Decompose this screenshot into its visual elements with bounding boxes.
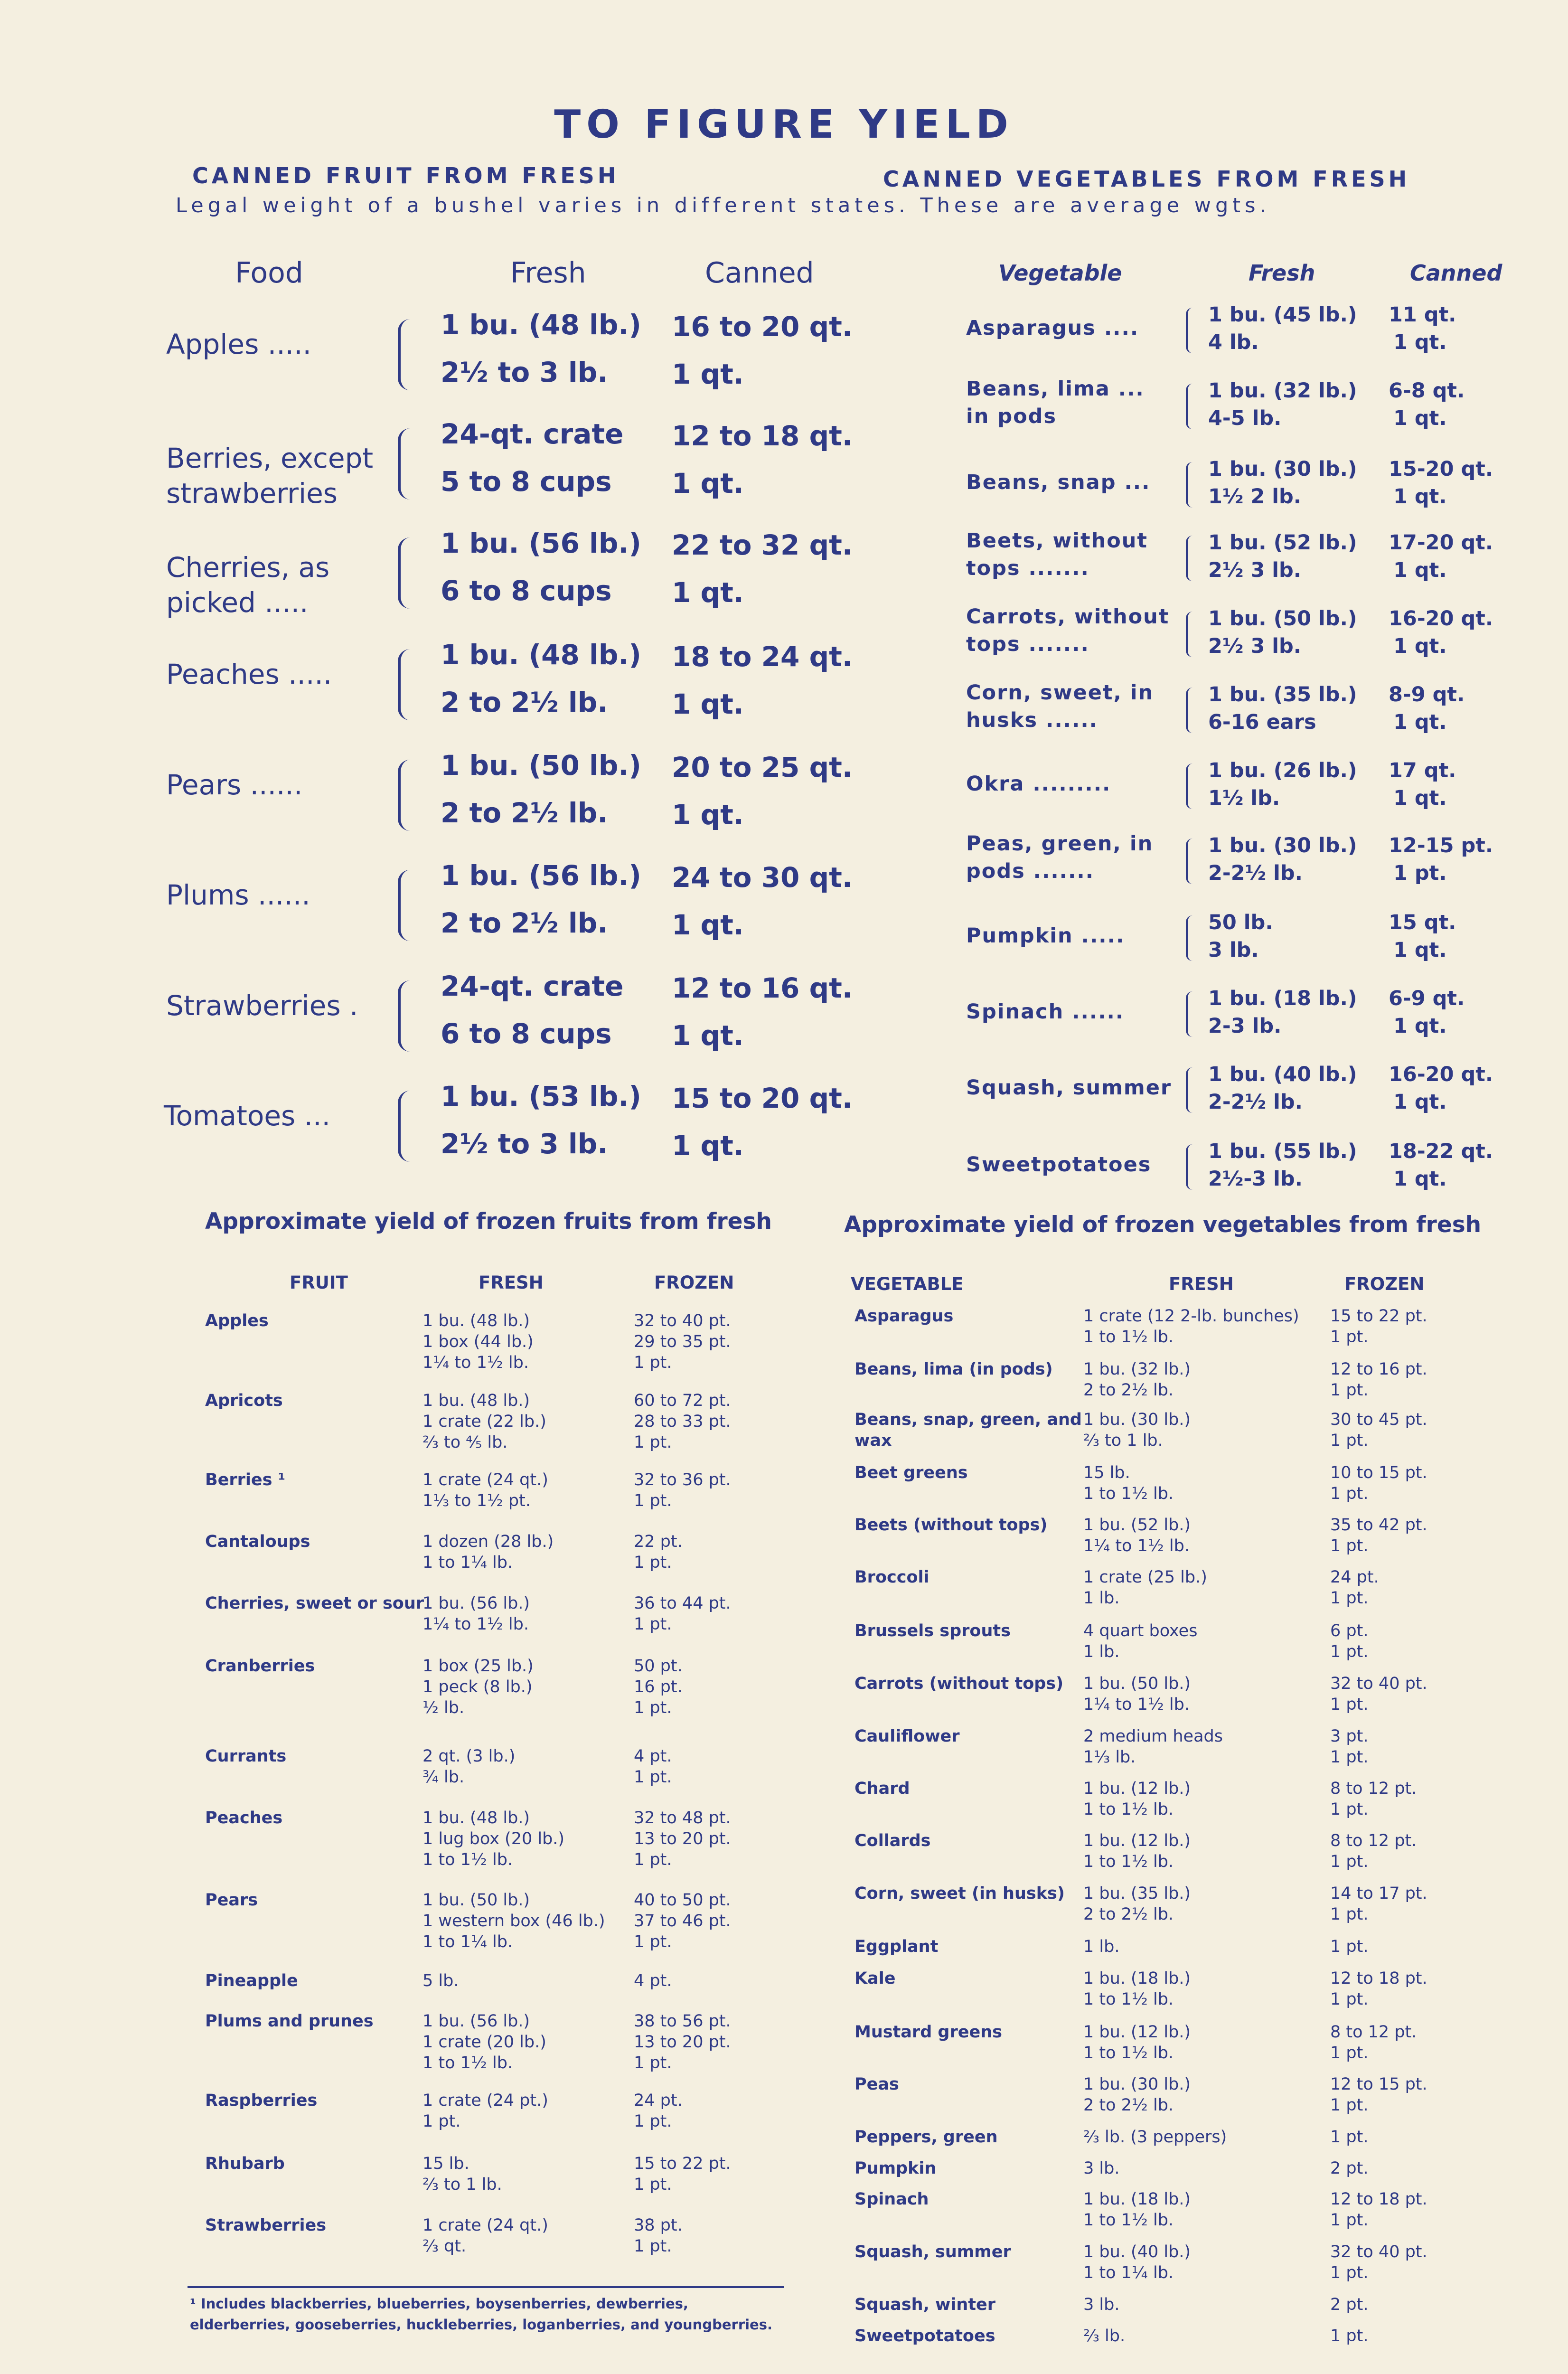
fresh-amount: 15 lb. 1 to 1½ lb. xyxy=(1083,1463,1174,1503)
fresh-amount: 4 quart boxes 1 lb. xyxy=(1083,1621,1198,1661)
fresh-amount: 1 bu. (52 lb.) 1¼ to 1½ lb. xyxy=(1083,1516,1191,1555)
table-row xyxy=(0,458,1568,534)
frozen-yield: 10 to 15 pt. 1 pt. xyxy=(1330,1463,1427,1503)
fresh-amount: 1 bu. (56 lb.) xyxy=(441,859,641,892)
fresh-amount: 1 bu. (30 lb.) xyxy=(1208,834,1357,857)
item-name: Raspberries xyxy=(205,2091,318,2110)
canned-fruit-heading: CANNED FRUIT FROM FRESH xyxy=(192,163,620,188)
frozen-yield: 8 to 12 pt. 1 pt. xyxy=(1330,1831,1417,1871)
frozen-veg-header-fresh: FRESH xyxy=(1169,1274,1234,1294)
item-name: Collards xyxy=(854,1831,931,1850)
table-row xyxy=(0,529,1568,608)
canned-small-yield: 1 qt. xyxy=(1393,406,1447,430)
canned-small-yield: 1 qt. xyxy=(672,1130,744,1162)
item-name: Sweetpotatoes xyxy=(854,2327,995,2346)
item-name: Beans, lima (in pods) xyxy=(854,1360,1053,1379)
frozen-fruits-header-fresh: FRESH xyxy=(479,1272,544,1293)
frozen-yield: 12 to 18 pt. 1 pt. xyxy=(1330,1969,1427,2009)
brace xyxy=(1186,763,1194,809)
canned-yield: 22 to 32 qt. xyxy=(672,529,853,561)
frozen-yield: 38 to 56 pt. 13 to 20 pt. 1 pt. xyxy=(634,2012,731,2073)
frozen-yield: 32 to 40 pt. 1 pt. xyxy=(1330,2242,1427,2282)
page-title: TO FIGURE YIELD xyxy=(554,102,1014,147)
fresh-amount: 1 bu. (12 lb.) 1 to 1½ lb. xyxy=(1083,2023,1191,2063)
vegetable-name: Okra ......... xyxy=(966,772,1111,796)
fresh-amount: 1 crate (24 qt.) ⅔ qt. xyxy=(423,2216,548,2256)
table-row xyxy=(0,1140,1568,1216)
table-row xyxy=(0,832,1568,911)
fresh-small-amount: 2 to 2½ lb. xyxy=(441,686,608,718)
food-name-text: Plums xyxy=(166,879,249,911)
fresh-amount: 1 crate (24 pt.) 1 pt. xyxy=(423,2091,548,2131)
frozen-yield: 12 to 16 pt. 1 pt. xyxy=(1330,1360,1427,1400)
item-name: Squash, summer xyxy=(854,2242,1011,2261)
brace xyxy=(1186,384,1194,429)
food-name-text: Peaches xyxy=(166,658,280,690)
vegetable-name: Peas, green, in pods ....... xyxy=(966,832,1154,883)
item-name: Pineapple xyxy=(205,1971,298,1990)
table-row xyxy=(0,760,1568,836)
frozen-yield: 32 to 40 pt. 29 to 35 pt. 1 pt. xyxy=(634,1311,731,1372)
canned-small-yield: 1 qt. xyxy=(672,358,744,390)
frozen-yield: 6 pt. 1 pt. xyxy=(1330,1621,1369,1661)
frozen-yield: 60 to 72 pt. 28 to 33 pt. 1 pt. xyxy=(634,1391,731,1452)
frozen-yield: 4 pt. 1 pt. xyxy=(634,1747,672,1787)
vegetable-name: Spinach ...... xyxy=(966,1000,1125,1024)
fresh-amount: 1 box (25 lb.) 1 peck (8 lb.) ½ lb. xyxy=(423,1657,534,1717)
item-name: Cranberries xyxy=(205,1657,315,1676)
vegetable-name: Pumpkin ..... xyxy=(966,924,1125,948)
brace xyxy=(1186,462,1194,508)
fresh-amount: 1 bu. (32 lb.) xyxy=(1208,379,1357,403)
fresh-amount: 1 bu. (48 lb.) xyxy=(441,639,641,671)
frozen-yield: 8 to 12 pt. 1 pt. xyxy=(1330,2023,1417,2063)
item-name: Berries ¹ xyxy=(205,1470,286,1489)
leader-dots: ... xyxy=(304,1100,330,1132)
leader-dots: ...... xyxy=(258,879,310,911)
fresh-amount: 1 bu. (18 lb.) 1 to 1½ lb. xyxy=(1083,1969,1191,2009)
canned-small-yield: 1 qt. xyxy=(672,909,744,941)
item-name: Mustard greens xyxy=(854,2023,1002,2042)
item-name: Squash, winter xyxy=(854,2295,996,2314)
frozen-yield: 15 to 22 pt. 1 pt. xyxy=(1330,1307,1427,1347)
fresh-amount: 1 dozen (28 lb.) 1 to 1¼ lb. xyxy=(423,1532,554,1572)
item-name: Apricots xyxy=(205,1391,283,1410)
frozen-yield: 24 pt. 1 pt. xyxy=(634,2091,683,2131)
item-name: Currants xyxy=(205,1747,287,1766)
item-name: Beet greens xyxy=(854,1463,968,1482)
fresh-amount: 1 lb. xyxy=(1083,1937,1120,1956)
fresh-amount: 1 bu. (26 lb.) xyxy=(1208,759,1357,782)
canned-small-yield: 1 qt. xyxy=(1393,485,1447,509)
item-name: Peas xyxy=(854,2075,899,2094)
brace xyxy=(1186,1067,1194,1113)
canned-yield: 24 to 30 qt. xyxy=(672,861,853,894)
vegetable-name: Squash, summer xyxy=(966,1076,1172,1100)
canned-fruit-header-fresh: Fresh xyxy=(510,256,586,290)
item-name: Carrots (without tops) xyxy=(854,1674,1064,1693)
fresh-small-amount: 5 to 8 cups xyxy=(441,465,612,498)
vegetable-name: Asparagus .... xyxy=(966,316,1139,340)
canned-yield: 17-20 qt. xyxy=(1389,531,1493,555)
brace xyxy=(1186,612,1194,657)
frozen-yield: 15 to 22 pt. 1 pt. xyxy=(634,2154,731,2194)
fresh-amount: 1 bu. (32 lb.) 2 to 2½ lb. xyxy=(1083,1360,1191,1400)
canned-small-yield: 1 qt. xyxy=(1393,634,1447,658)
fresh-amount: ⅔ lb. xyxy=(1083,2327,1126,2346)
canned-yield: 16 to 20 qt. xyxy=(672,311,853,343)
brace xyxy=(1186,688,1194,733)
fresh-amount: 1 bu. (40 lb.) 1 to 1¼ lb. xyxy=(1083,2242,1191,2282)
canned-small-yield: 1 qt. xyxy=(1393,786,1447,810)
canned-yield: 18 to 24 qt. xyxy=(672,641,853,673)
food-name-text: Apples xyxy=(166,328,259,360)
canned-veg-header-vegetable: Vegetable xyxy=(998,260,1122,286)
fresh-amount: 1 bu. (12 lb.) 1 to 1½ lb. xyxy=(1083,1779,1191,1819)
fresh-amount: 1 bu. (50 lb.) xyxy=(1208,607,1357,631)
frozen-yield: 12 to 15 pt. 1 pt. xyxy=(1330,2075,1427,2115)
fresh-amount: 1 bu. (48 lb.) 1 box (44 lb.) 1¼ to 1½ lb. xyxy=(423,1311,534,1372)
fresh-amount: 1 bu. (48 lb.) 1 lug box (20 lb.) 1 to 1½ lb. xyxy=(423,1809,565,1869)
canned-small-yield: 1 qt. xyxy=(672,688,744,720)
fresh-amount: 1 bu. (48 lb.) 1 crate (22 lb.) ⅔ to ⅘ lb. xyxy=(423,1391,546,1452)
fresh-small-amount: 4 lb. xyxy=(1208,330,1259,354)
item-name: Cherries, sweet or sour xyxy=(205,1594,424,1613)
table-row xyxy=(0,304,1568,380)
canned-small-yield: 1 qt. xyxy=(672,576,744,609)
fresh-amount: 1 bu. (30 lb.) xyxy=(1208,457,1357,481)
brace xyxy=(1186,838,1194,884)
frozen-yield: 1 pt. xyxy=(1330,1937,1369,1956)
fresh-amount: 1 bu. (50 lb.) 1 western box (46 lb.) 1 to 1¼ lb. xyxy=(423,1891,605,1951)
table-row xyxy=(0,605,1568,684)
fresh-small-amount: 2½ 3 lb. xyxy=(1208,558,1302,582)
item-name: Beans, snap, green, and wax xyxy=(854,1410,1082,1450)
canned-yield: 15 qt. xyxy=(1389,911,1456,934)
canned-small-yield: 1 qt. xyxy=(672,799,744,831)
frozen-yield: 2 pt. xyxy=(1330,2159,1369,2178)
fresh-small-amount: 2½ to 3 lb. xyxy=(441,1128,608,1160)
leader-dots: . xyxy=(349,989,358,1022)
fresh-amount: 1 bu. (30 lb.) 2 to 2½ lb. xyxy=(1083,2075,1191,2115)
canned-yield: 11 qt. xyxy=(1389,303,1456,327)
fresh-amount: 1 bu. (40 lb.) xyxy=(1208,1063,1357,1086)
fresh-amount: 1 crate (25 lb.) 1 lb. xyxy=(1083,1568,1207,1608)
fresh-small-amount: 2½ 3 lb. xyxy=(1208,634,1302,658)
footnote: ¹ Includes blackberries, blueberries, boysenberries, dewberries, elderberries, gooseberries, huckleberries, loganberries, and youngberries. xyxy=(190,2296,773,2333)
fresh-small-amount: 1½ 2 lb. xyxy=(1208,485,1302,509)
canned-yield: 6-8 qt. xyxy=(1389,379,1465,403)
frozen-veg-header-frozen: FROZEN xyxy=(1344,1274,1425,1294)
canned-yield: 8-9 qt. xyxy=(1389,683,1465,707)
frozen-yield: 32 to 48 pt. 13 to 20 pt. 1 pt. xyxy=(634,1809,731,1869)
frozen-yield: 50 pt. 16 pt. 1 pt. xyxy=(634,1657,683,1717)
canned-small-yield: 1 qt. xyxy=(1393,938,1447,962)
frozen-yield: 2 pt. xyxy=(1330,2295,1369,2314)
table-row xyxy=(0,377,1568,456)
fresh-small-amount: 2½-3 lb. xyxy=(1208,1167,1303,1191)
canned-small-yield: 1 qt. xyxy=(1393,1167,1447,1191)
fresh-amount: 1 crate (12 2-lb. bunches) 1 to 1½ lb. xyxy=(1083,1307,1299,1347)
canned-yield: 16-20 qt. xyxy=(1389,607,1493,631)
canned-small-yield: 1 qt. xyxy=(1393,710,1447,734)
leader-dots: ..... xyxy=(288,658,332,690)
frozen-fruits-title: Approximate yield of frozen fruits from fresh xyxy=(205,1208,772,1234)
fresh-amount: 1 bu. (55 lb.) xyxy=(1208,1140,1357,1163)
frozen-yield: 24 pt. 1 pt. xyxy=(1330,1568,1379,1608)
frozen-veg-header-vegetable: VEGETABLE xyxy=(851,1274,964,1294)
canned-yield: 15-20 qt. xyxy=(1389,457,1493,481)
item-name: Strawberries xyxy=(205,2216,327,2235)
canned-fruit-header-food: Food xyxy=(235,256,303,290)
fresh-amount: 1 bu. (45 lb.) xyxy=(1208,303,1357,327)
frozen-yield: 3 pt. 1 pt. xyxy=(1330,1727,1369,1767)
canned-small-yield: 1 qt. xyxy=(1393,1014,1447,1038)
item-name: Brussels sprouts xyxy=(854,1621,1011,1640)
vegetable-name: Beans, lima ... in pods xyxy=(966,377,1145,428)
canned-small-yield: 1 qt. xyxy=(672,467,744,499)
fresh-amount: ⅔ lb. (3 peppers) xyxy=(1083,2128,1227,2147)
fresh-amount: 1 bu. (35 lb.) 2 to 2½ lb. xyxy=(1083,1884,1191,1924)
vegetable-name: Beets, without tops ....... xyxy=(966,529,1148,580)
frozen-yield: 30 to 45 pt. 1 pt. xyxy=(1330,1410,1427,1450)
frozen-yield: 36 to 44 pt. 1 pt. xyxy=(634,1594,731,1634)
item-name: Peaches xyxy=(205,1809,283,1828)
fresh-amount: 50 lb. xyxy=(1208,911,1273,934)
fresh-small-amount: 1½ lb. xyxy=(1208,786,1280,810)
fresh-small-amount: 6 to 8 cups xyxy=(441,1017,612,1050)
fresh-amount: 24-qt. crate xyxy=(441,418,624,450)
frozen-fruits-header-fruit: FRUIT xyxy=(290,1272,348,1293)
frozen-yield: 35 to 42 pt. 1 pt. xyxy=(1330,1516,1427,1555)
fresh-small-amount: 4-5 lb. xyxy=(1208,406,1282,430)
frozen-yield: 1 pt. xyxy=(1330,2128,1369,2147)
brace xyxy=(1186,991,1194,1037)
food-name-text: Berries, except strawberries xyxy=(166,442,374,509)
frozen-yield: 38 pt. 1 pt. xyxy=(634,2216,683,2256)
fresh-small-amount: 2 to 2½ lb. xyxy=(441,907,608,939)
fresh-amount: 1 bu. (56 lb.) xyxy=(441,527,641,559)
frozen-yield: 14 to 17 pt. 1 pt. xyxy=(1330,1884,1427,1924)
fresh-amount: 1 bu. (18 lb.) xyxy=(1208,987,1357,1010)
item-name: Pears xyxy=(205,1891,258,1910)
canned-small-yield: 1 qt. xyxy=(1393,330,1447,354)
fresh-amount: 1 bu. (18 lb.) 1 to 1½ lb. xyxy=(1083,2190,1191,2230)
frozen-yield: 32 to 40 pt. 1 pt. xyxy=(1330,1674,1427,1714)
fresh-amount: 1 bu. (52 lb.) xyxy=(1208,531,1357,555)
item-name: Cauliflower xyxy=(854,1727,960,1746)
frozen-yield: 12 to 18 pt. 1 pt. xyxy=(1330,2190,1427,2230)
fresh-small-amount: 2-2½ lb. xyxy=(1208,861,1303,885)
brace xyxy=(1186,1144,1194,1190)
canned-yield: 16-20 qt. xyxy=(1389,1063,1493,1086)
food-name-text: Pears xyxy=(166,769,242,801)
fresh-amount: 3 lb. xyxy=(1083,2295,1120,2314)
fresh-amount: 1 bu. (35 lb.) xyxy=(1208,683,1357,707)
item-name: Corn, sweet (in husks) xyxy=(854,1884,1065,1903)
item-name: Plums and prunes xyxy=(205,2012,374,2031)
fresh-amount: 1 bu. (30 lb.) ⅔ to 1 lb. xyxy=(1083,1410,1191,1450)
item-name: Asparagus xyxy=(854,1307,954,1326)
fresh-amount: 1 bu. (50 lb.) xyxy=(441,749,641,782)
canned-yield: 18-22 qt. xyxy=(1389,1140,1493,1163)
frozen-yield: 1 pt. xyxy=(1330,2327,1369,2346)
food-name-text: Tomatoes xyxy=(164,1100,296,1132)
item-name: Apples xyxy=(205,1311,269,1330)
canned-yield: 20 to 25 qt. xyxy=(672,751,853,783)
vegetable-name: Sweetpotatoes xyxy=(966,1153,1152,1177)
canned-fruit-header-canned: Canned xyxy=(705,256,814,290)
fresh-small-amount: 2-3 lb. xyxy=(1208,1014,1282,1038)
item-name: Eggplant xyxy=(854,1937,939,1956)
fresh-amount: 2 medium heads 1⅓ lb. xyxy=(1083,1727,1223,1767)
fresh-amount: 1 crate (24 qt.) 1⅓ to 1½ pt. xyxy=(423,1470,548,1510)
fresh-amount: 1 bu. (12 lb.) 1 to 1½ lb. xyxy=(1083,1831,1191,1871)
fresh-small-amount: 2-2½ lb. xyxy=(1208,1090,1303,1114)
frozen-yield: 22 pt. 1 pt. xyxy=(634,1532,683,1572)
fresh-small-amount: 6 to 8 cups xyxy=(441,575,612,607)
frozen-fruits-header-frozen: FROZEN xyxy=(654,1272,734,1293)
canned-small-yield: 1 pt. xyxy=(1393,861,1447,885)
frozen-yield: 4 pt. xyxy=(634,1971,672,1990)
fresh-amount: 1 bu. (53 lb.) xyxy=(441,1080,641,1112)
fresh-amount: 3 lb. xyxy=(1083,2159,1120,2178)
leader-dots: ..... xyxy=(267,328,311,360)
brace xyxy=(1186,915,1194,961)
canned-yield: 15 to 20 qt. xyxy=(672,1082,853,1114)
vegetable-name: Beans, snap ... xyxy=(966,471,1151,494)
leader-dots: ...... xyxy=(250,769,303,801)
table-row xyxy=(0,681,1568,760)
fresh-small-amount: 6-16 ears xyxy=(1208,710,1316,734)
fresh-small-amount: 2 to 2½ lb. xyxy=(441,797,608,829)
canned-yield: 6-9 qt. xyxy=(1389,987,1465,1010)
item-name: Cantaloups xyxy=(205,1532,310,1551)
footnote-divider xyxy=(188,2286,784,2288)
brace xyxy=(1186,308,1194,353)
fresh-amount: 15 lb. ⅔ to 1 lb. xyxy=(423,2154,502,2194)
canned-veg-header-canned: Canned xyxy=(1410,260,1502,286)
canned-yield: 12 to 16 qt. xyxy=(672,972,853,1004)
canned-small-yield: 1 qt. xyxy=(1393,1090,1447,1114)
fresh-amount: 5 lb. xyxy=(423,1971,459,1990)
item-name: Pumpkin xyxy=(854,2159,937,2178)
fresh-small-amount: 3 lb. xyxy=(1208,938,1259,962)
canned-veg-header-fresh: Fresh xyxy=(1249,260,1315,286)
canned-yield: 12-15 pt. xyxy=(1389,834,1493,857)
item-name: Peppers, green xyxy=(854,2128,998,2147)
item-name: Kale xyxy=(854,1969,896,1988)
fresh-amount: 1 bu. (56 lb.) 1¼ to 1½ lb. xyxy=(423,1594,530,1634)
food-name-text: Strawberries xyxy=(166,989,341,1022)
fresh-amount: 1 bu. (48 lb.) xyxy=(441,309,641,341)
canned-small-yield: 1 qt. xyxy=(1393,558,1447,582)
fresh-amount: 1 bu. (50 lb.) 1¼ to 1½ lb. xyxy=(1083,1674,1191,1714)
fresh-amount: 1 bu. (56 lb.) 1 crate (20 lb.) 1 to 1½ lb. xyxy=(423,2012,546,2073)
item-name: Chard xyxy=(854,1779,910,1798)
fresh-amount: 2 qt. (3 lb.) ¾ lb. xyxy=(423,1747,516,1787)
frozen-yield: 8 to 12 pt. 1 pt. xyxy=(1330,1779,1417,1819)
vegetable-name: Carrots, without tops ....... xyxy=(966,605,1170,656)
canned-small-yield: 1 qt. xyxy=(672,1019,744,1052)
canned-yield: 17 qt. xyxy=(1389,759,1456,782)
table-row xyxy=(0,988,1568,1064)
frozen-yield: 40 to 50 pt. 37 to 46 pt. 1 pt. xyxy=(634,1891,731,1951)
bushel-note: Legal weight of a bushel varies in different states. These are average wgts. xyxy=(176,194,1271,217)
frozen-yield: 32 to 36 pt. 1 pt. xyxy=(634,1470,731,1510)
table-row xyxy=(0,912,1568,988)
item-name: Rhubarb xyxy=(205,2154,285,2173)
brace xyxy=(1186,536,1194,581)
fresh-amount: 24-qt. crate xyxy=(441,970,624,1002)
item-name: Beets (without tops) xyxy=(854,1516,1048,1535)
table-row xyxy=(0,1064,1568,1140)
food-name-text: Cherries, as picked ..... xyxy=(166,551,330,619)
frozen-veg-title: Approximate yield of frozen vegetables from fresh xyxy=(844,1212,1482,1238)
item-name: Broccoli xyxy=(854,1568,930,1587)
fresh-small-amount: 2½ to 3 lb. xyxy=(441,356,608,388)
vegetable-name: Corn, sweet, in husks ...... xyxy=(966,681,1154,732)
canned-veg-heading: CANNED VEGETABLES FROM FRESH xyxy=(883,166,1410,192)
item-name: Spinach xyxy=(854,2190,929,2209)
canned-yield: 12 to 18 qt. xyxy=(672,420,853,452)
